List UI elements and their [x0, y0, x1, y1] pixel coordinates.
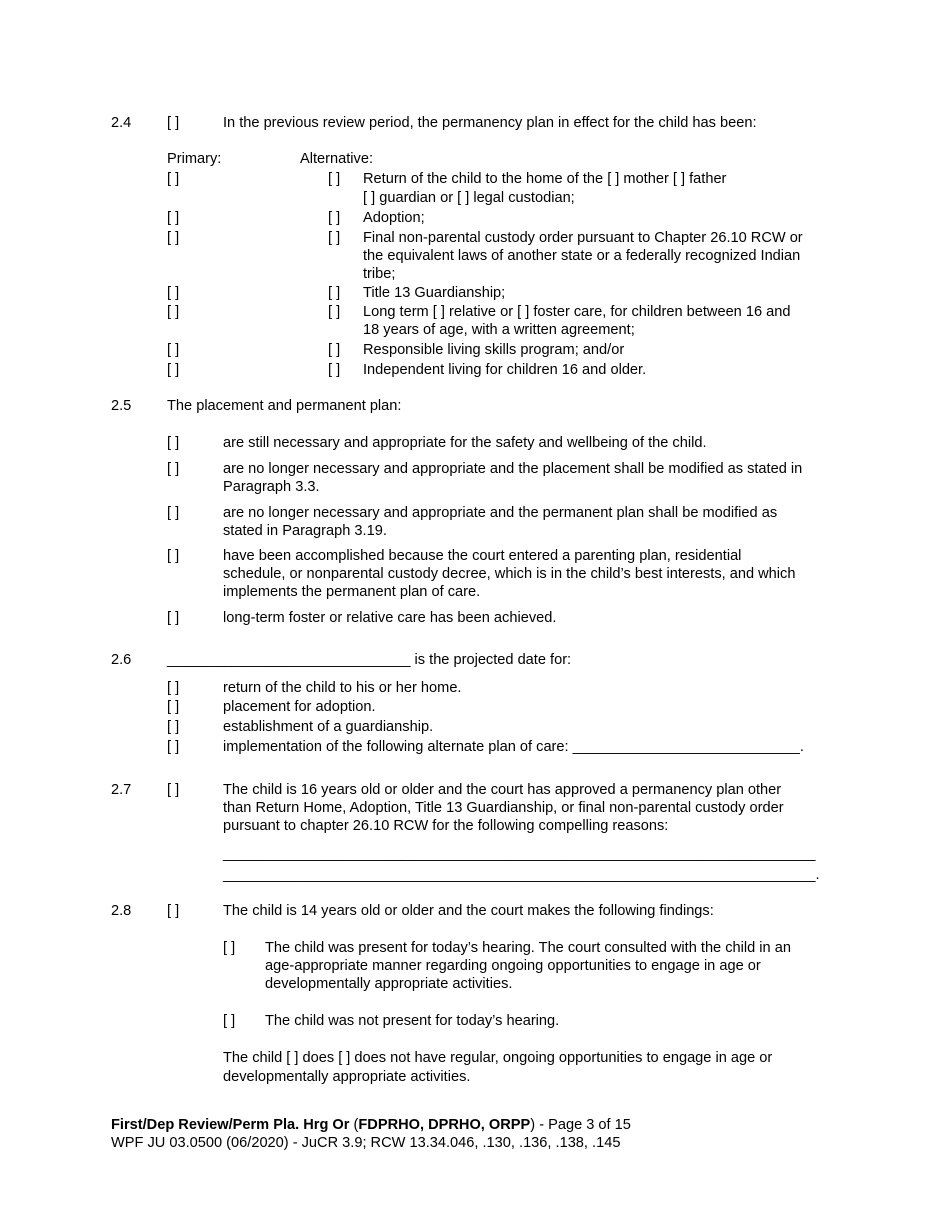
section-number: 2.4 [111, 115, 132, 131]
checkbox[interactable]: [ ] [167, 699, 180, 715]
finding-text: The child was not present for today’s hearing. [265, 1013, 560, 1029]
section-text: The child is 16 years old or older and the court has approved a permanency plan other [223, 782, 782, 798]
option-text: establishment of a guardianship. [223, 719, 434, 735]
alternative-checkbox[interactable]: [ ] [328, 362, 341, 378]
alternative-checkbox[interactable]: [ ] [328, 285, 341, 301]
option-text: placement for adoption. [223, 699, 376, 715]
checkbox[interactable]: [ ] [167, 739, 180, 755]
reasons-blank-line[interactable]: _________________________________________________________________________ [223, 846, 816, 862]
footer-page-number: ) - Page 3 of 15 [530, 1117, 631, 1133]
finding-text: developmentally appropriate activities. [265, 976, 513, 992]
option-text: implements the permanent plan of care. [223, 584, 481, 600]
checkbox[interactable]: [ ] [167, 782, 180, 798]
footer-paren-open: ( [349, 1117, 359, 1133]
projected-date-line[interactable]: ______________________________ is the projected date for: [167, 652, 572, 668]
plan-option-text: Adoption; [363, 210, 425, 226]
option-text: schedule, or nonparental custody decree, which is in the child’s best interests, and which [223, 566, 796, 582]
section-text: than Return Home, Adoption, Title 13 Guardianship, or final non-parental custody order [223, 800, 784, 816]
checkbox[interactable]: [ ] [167, 435, 180, 451]
alternative-checkbox[interactable]: [ ] [328, 342, 341, 358]
option-text: return of the child to his or her home. [223, 680, 462, 696]
option-text: stated in Paragraph 3.19. [223, 523, 387, 539]
section-number: 2.6 [111, 652, 132, 668]
alternative-checkbox[interactable]: [ ] [328, 210, 341, 226]
plan-option-text: the equivalent laws of another state or a federally recognized Indian [363, 248, 801, 264]
finding-text: developmentally appropriate activities. [223, 1069, 471, 1085]
section-text: In the previous review period, the permanency plan in effect for the child has been: [223, 115, 757, 131]
alternative-checkbox[interactable]: [ ] [328, 304, 341, 320]
section-number: 2.8 [111, 903, 132, 919]
plan-option-text: 18 years of age, with a written agreement; [363, 322, 635, 338]
checkbox[interactable]: [ ] [167, 461, 180, 477]
checkbox[interactable]: [ ] [167, 505, 180, 521]
section-text: The placement and permanent plan: [167, 398, 402, 414]
option-text: have been accomplished because the court entered a parenting plan, residential [223, 548, 742, 564]
checkbox[interactable]: [ ] [167, 610, 180, 626]
footer-title [111, 1116, 631, 1134]
checkbox[interactable]: [ ] [167, 719, 180, 735]
finding-text: The child [ ] does [ ] does not have regular, ongoing opportunities to engage in age or [223, 1050, 773, 1066]
plan-option-text: Return of the child to the home of the [ ] mother [ ] father [363, 171, 727, 187]
footer-form-codes: FDPRHO, DPRHO, ORPP [358, 1117, 531, 1133]
section-number: 2.5 [111, 398, 132, 414]
checkbox[interactable]: [ ] [167, 548, 180, 564]
option-text: are no longer necessary and appropriate and the placement shall be modified as stated in [223, 461, 803, 477]
finding-text: The child was present for today’s hearing. The court consulted with the child in an [265, 940, 791, 956]
plan-option-text: [ ] guardian or [ ] legal custodian; [363, 190, 575, 206]
alternative-label: Alternative: [300, 151, 374, 167]
primary-checkbox[interactable]: [ ] [167, 285, 180, 301]
primary-checkbox[interactable]: [ ] [167, 210, 180, 226]
checkbox[interactable]: [ ] [167, 903, 180, 919]
plan-option-text: tribe; [363, 266, 396, 282]
reasons-blank-line[interactable]: _________________________________________________________________________. [223, 867, 820, 883]
finding-text: age-appropriate manner regarding ongoing opportunities to engage in age or [265, 958, 761, 974]
section-text: pursuant to chapter 26.10 RCW for the following compelling reasons: [223, 818, 669, 834]
primary-checkbox[interactable]: [ ] [167, 342, 180, 358]
option-text: long-term foster or relative care has been achieved. [223, 610, 557, 626]
checkbox[interactable]: [ ] [167, 115, 180, 131]
primary-checkbox[interactable]: [ ] [167, 362, 180, 378]
section-text: The child is 14 years old or older and the court makes the following findings: [223, 903, 714, 919]
plan-option-text: Responsible living skills program; and/or [363, 342, 625, 358]
checkbox[interactable]: [ ] [167, 680, 180, 696]
primary-label: Primary: [167, 151, 222, 167]
checkbox[interactable]: [ ] [223, 940, 236, 956]
option-text: Paragraph 3.3. [223, 479, 320, 495]
primary-checkbox[interactable]: [ ] [167, 304, 180, 320]
option-text: are no longer necessary and appropriate and the permanent plan shall be modified as [223, 505, 778, 521]
plan-option-text: Independent living for children 16 and older. [363, 362, 647, 378]
footer-form-name: First/Dep Review/Perm Pla. Hrg Or [111, 1117, 350, 1133]
option-text: are still necessary and appropriate for the safety and wellbeing of the child. [223, 435, 707, 451]
section-number: 2.7 [111, 782, 132, 798]
option-text[interactable]: implementation of the following alternate plan of care: ____________________________. [223, 739, 804, 755]
primary-checkbox[interactable]: [ ] [167, 230, 180, 246]
plan-option-text: Title 13 Guardianship; [363, 285, 506, 301]
alternative-checkbox[interactable]: [ ] [328, 230, 341, 246]
footer-form-reference: WPF JU 03.0500 (06/2020) - JuCR 3.9; RCW 13.34.046, .130, .136, .138, .145 [111, 1135, 621, 1151]
checkbox[interactable]: [ ] [223, 1013, 236, 1029]
alternative-checkbox[interactable]: [ ] [328, 171, 341, 187]
plan-option-text: Long term [ ] relative or [ ] foster care, for children between 16 and [363, 304, 791, 320]
plan-option-text: Final non-parental custody order pursuant to Chapter 26.10 RCW or [363, 230, 803, 246]
primary-checkbox[interactable]: [ ] [167, 171, 180, 187]
